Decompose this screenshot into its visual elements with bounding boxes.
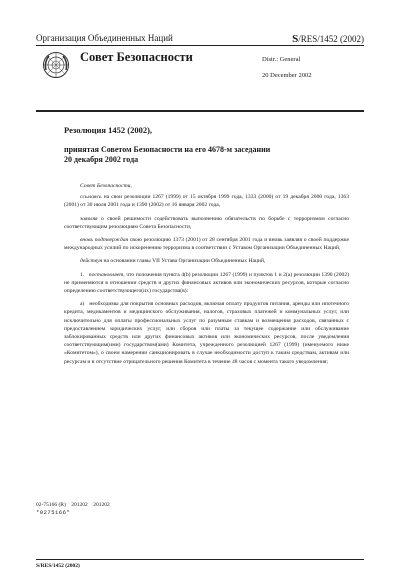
barcode-text: *0275166*	[36, 509, 71, 516]
p3-text: свою резолюцию 1373 (2001) от 28 сентября 2001 года и вновь заявляя о своей поддержке международных усилий по искоренению терроризма в соответствии с Уставом Организации Объединенных Наций,	[64, 237, 349, 252]
adoption-line-1: принятая Советом Безопасности на его 4678-м заседании	[64, 145, 271, 154]
p2-text: о своей решимости содействовать выполнению обязательств по борьбе с терроризмом согласно соответствующим резолюциям Совета Безопасности,	[64, 215, 349, 230]
p1-text: на свои резолюции 1267 (1999) от 15 октября 1999 года, 1333 (2000) от 19 декабря 2000 года, 1363 (2001) от 30 июля 2001 года и 1390 (2002) от 16 января 2002 года,	[64, 194, 349, 209]
p5-lead: постановляет	[88, 271, 124, 278]
resolution-title: Резолюция 1452 (2002),	[64, 125, 153, 135]
operative-paragraph-1	[64, 271, 349, 296]
document-symbol	[292, 33, 364, 45]
adoption-line-2: 20 декабря 2002 года	[64, 155, 139, 164]
p4-text: на основании главы VII Устава Организации Объединенных Наций,	[102, 258, 266, 265]
masthead-rule	[36, 110, 364, 112]
org-name: Организация Объединенных Наций	[36, 33, 173, 43]
p2-lead: заявляя	[80, 215, 98, 222]
issue-date: 20 December 2002	[262, 72, 312, 79]
header-rule	[36, 45, 364, 46]
page-symbol: S/RES/1452 (2002)	[36, 563, 80, 569]
subparagraph-a	[64, 300, 349, 366]
un-emblem-icon	[42, 51, 70, 79]
preamble-paragraph-3	[64, 236, 349, 252]
preamble-paragraph-1	[64, 193, 349, 209]
page-rule	[36, 559, 364, 560]
p4-lead: действуя	[80, 258, 103, 265]
p5-text: , что положения пункта 4(b) резолюции 1267 (1999) и пунктов 1 и 2(a) резолюции 1390 (2002) не применяются в отношении средств и других финансовых активов или экономических ресурсов, которые согласно определению соответствующего(их) государства(в):	[64, 271, 349, 295]
footer-block	[36, 501, 110, 517]
adoption-line	[64, 145, 344, 165]
p6-label: a)	[80, 301, 85, 308]
resolution-body	[64, 182, 349, 366]
council-name: Совет Безопасности	[80, 50, 193, 64]
symbol-prefix: S	[292, 33, 299, 45]
distribution: Distr.: General	[262, 56, 301, 63]
distribution-block	[262, 54, 311, 82]
p3-lead: вновь подтверждая	[80, 237, 129, 244]
symbol-text: /RES/1452 (2002)	[298, 34, 364, 44]
opening-phrase: Совет Безопасности,	[80, 183, 132, 189]
p6-text: необходимы для покрытия основных расходов, включая оплату продуктов питания, аренды или ипотечного кредита, медикаментов и медицинского обслуживания, налогов, страховых платежей и коммунальных услуг, или исключительно для оплаты профессиональных услуг по разумным ставкам и возмещения расходов, связанных с предоставлением юридических услуг, или сборов или платы за текущее содержание или обслуживание заблокированных средств или других финансовых активов или экономических ресурсов, после уведомления соответствующим(ими) государством(ами) Комитета, учрежденного резолюцией 1267 (1999) (именуемого ниже «Комитетом»), о своем намерении санкционировать в случае необходимости доступ к таким средствам, активам или ресурсам и в отсутствие отрицательного решения Комитета в течение 48 часов с момента такого уведомления;	[64, 301, 349, 365]
document-code: 02-75166 (R) 201202 201202	[36, 502, 110, 508]
preamble-paragraph-2	[64, 215, 349, 231]
preamble-paragraph-4	[64, 257, 349, 265]
p1-lead: ссылаясь	[80, 194, 102, 201]
p5-number: 1.	[80, 271, 85, 278]
